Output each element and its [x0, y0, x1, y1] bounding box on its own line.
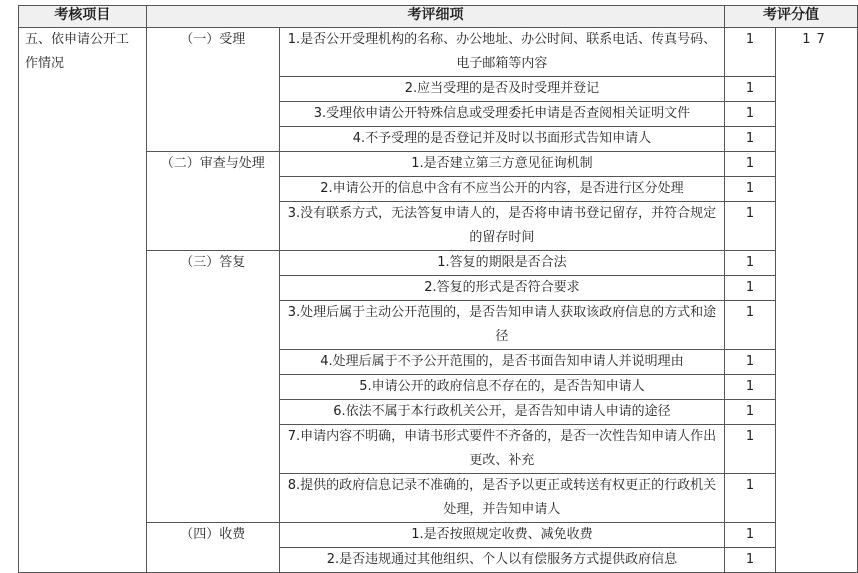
- header-row: [19, 6, 858, 28]
- score-value: 1: [725, 102, 776, 127]
- detail-text: 3.处理后属于主动公开范围的，是否告知申请人获取该政府信息的方式和途径: [279, 301, 724, 350]
- group-label: （二）审查与处理: [146, 152, 279, 251]
- score-value: 1: [725, 474, 776, 523]
- detail-text: 2.申请公开的信息中含有不应当公开的内容，是否进行区分处理: [279, 177, 724, 202]
- score-value: 1: [725, 375, 776, 400]
- detail-text: 1.答复的期限是否合法: [279, 251, 724, 276]
- group-label: （一）受理: [146, 28, 279, 152]
- detail-text: 1.是否建立第三方意见征询机制: [279, 152, 724, 177]
- score-value: 1: [725, 152, 776, 177]
- header-detail: 考评细项: [146, 6, 724, 28]
- detail-text: 8.提供的政府信息记录不准确的，是否予以更正或转送有权更正的行政机关处理，并告知申请人: [279, 474, 724, 523]
- detail-text: 6.依法不属于本行政机关公开，是否告知申请人申请的途径: [279, 400, 724, 425]
- score-value: 1: [725, 177, 776, 202]
- detail-text: 3.受理依申请公开特殊信息或受理委托申请是否查阅相关证明文件: [279, 102, 724, 127]
- detail-text: 2.应当受理的是否及时受理并登记: [279, 77, 724, 102]
- group-label: （四）收费: [146, 523, 279, 573]
- total-score: 17: [776, 28, 858, 573]
- detail-text: 4.处理后属于不予公开范围的，是否书面告知申请人并说明理由: [279, 350, 724, 375]
- score-value: 1: [725, 28, 776, 77]
- detail-text: 1.是否公开受理机构的名称、办公地址、办公时间、联系电话、传真号码、电子邮箱等内容: [279, 28, 724, 77]
- score-value: 1: [725, 251, 776, 276]
- detail-text: 2.答复的形式是否符合要求: [279, 276, 724, 301]
- score-value: 1: [725, 400, 776, 425]
- table-row: [19, 28, 858, 77]
- detail-text: 2.是否违规通过其他组织、个人以有偿服务方式提供政府信息: [279, 548, 724, 573]
- score-value: 1: [725, 301, 776, 350]
- score-value: 1: [725, 276, 776, 301]
- detail-text: 7.申请内容不明确，申请书形式要件不齐备的，是否一次性告知申请人作出更改、补充: [279, 425, 724, 474]
- detail-text: 3.没有联系方式，无法答复申请人的，是否将申请书登记留存，并符合规定的留存时间: [279, 202, 724, 251]
- header-score: 考评分值: [725, 6, 858, 28]
- header-item: 考核项目: [19, 6, 147, 28]
- score-value: 1: [725, 202, 776, 251]
- score-value: 1: [725, 350, 776, 375]
- score-value: 1: [725, 548, 776, 573]
- detail-text: 1.是否按照规定收费、减免收费: [279, 523, 724, 548]
- score-value: 1: [725, 425, 776, 474]
- score-value: 1: [725, 127, 776, 152]
- evaluation-table: [18, 5, 858, 573]
- detail-text: 5.申请公开的政府信息不存在的，是否告知申请人: [279, 375, 724, 400]
- score-value: 1: [725, 77, 776, 102]
- group-label: （三）答复: [146, 251, 279, 523]
- item-name: 五、依申请公开工作情况: [19, 28, 147, 573]
- detail-text: 4.不予受理的是否登记并及时以书面形式告知申请人: [279, 127, 724, 152]
- score-value: 1: [725, 523, 776, 548]
